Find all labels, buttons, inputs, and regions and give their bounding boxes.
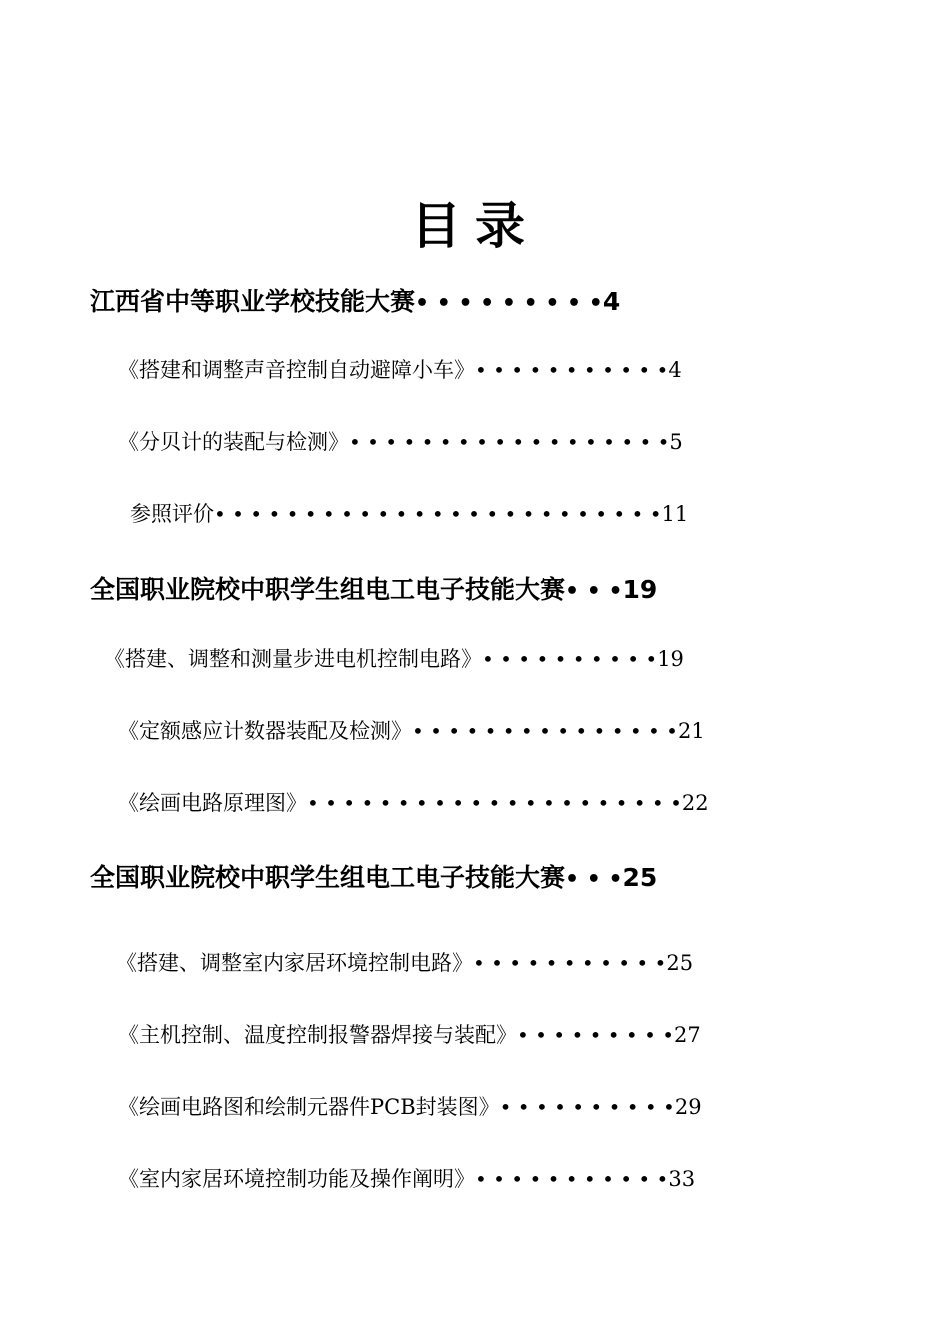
toc-item-7[interactable]	[116, 947, 693, 977]
toc-item-9[interactable]	[118, 1091, 702, 1121]
toc-page-number: 25	[622, 863, 658, 892]
toc-entry-text: 《室内家居环境控制功能及操作阐明》	[118, 1167, 475, 1191]
toc-entry-text: 参照评价	[130, 502, 214, 526]
toc-leader-dots: • • • • • • • • • • •	[475, 358, 669, 382]
toc-section-1[interactable]	[90, 282, 620, 318]
toc-page-number: 33	[668, 1167, 696, 1191]
toc-item-8[interactable]	[118, 1019, 701, 1049]
toc-leader-dots: • • • • • • • • •	[415, 291, 603, 316]
toc-entry-text: 《搭建和调整声音控制自动避障小车》	[118, 358, 475, 382]
toc-item-2[interactable]	[118, 426, 683, 456]
toc-leader-dots: • • • • • • • • • •	[499, 1095, 675, 1119]
toc-section-3[interactable]	[90, 858, 657, 894]
toc-page-number: 4	[602, 287, 621, 316]
toc-leader-dots: • • •	[565, 867, 623, 892]
toc-item-4[interactable]	[104, 643, 684, 673]
toc-leader-dots: • • •	[565, 579, 623, 604]
toc-leader-dots: • • • • • • • • • • • • • • • • • • • • • • • • •	[214, 502, 662, 526]
toc-entry-text: 《绘画电路图和绘制元器件PCB封装图》	[118, 1095, 500, 1119]
toc-page-number: 27	[674, 1023, 701, 1047]
toc-leader-dots: • • • • • • • • • • •	[473, 951, 667, 975]
toc-entry-text: 《分贝计的装配与检测》	[118, 430, 349, 454]
toc-item-3[interactable]	[130, 498, 688, 528]
toc-page-number: 22	[681, 791, 709, 815]
toc-section-2[interactable]	[90, 570, 657, 606]
toc-entry-text: 《搭建、调整室内家居环境控制电路》	[116, 951, 473, 975]
toc-page-number: 19	[622, 575, 658, 604]
toc-item-10[interactable]	[118, 1163, 695, 1193]
toc-entry-text: 《主机控制、温度控制报警器焊接与装配》	[118, 1023, 517, 1047]
toc-page-number: 25	[666, 951, 694, 975]
toc-entry-text: 全国职业院校中职学生组电工电子技能大赛	[90, 863, 566, 892]
toc-leader-dots: • • • • • • • • • • • • • • • • • • • • •	[307, 791, 682, 815]
toc-leader-dots: • • • • • • • • • •	[482, 647, 658, 671]
toc-entry-text: 《定额感应计数器装配及检测》	[118, 719, 412, 743]
toc-leader-dots: • • • • • • • • •	[517, 1023, 675, 1047]
toc-leader-dots: • • • • • • • • • • • • • • •	[412, 719, 678, 743]
toc-leader-dots: • • • • • • • • • • • • • • • • • •	[349, 430, 670, 454]
toc-page-number: 29	[674, 1095, 702, 1119]
toc-page-number: 5	[669, 430, 683, 454]
toc-item-6[interactable]	[118, 787, 709, 817]
toc-item-5[interactable]	[118, 715, 705, 745]
page-title: 目录	[411, 197, 539, 255]
toc-entry-text: 江西省中等职业学校技能大赛	[90, 287, 416, 316]
toc-page-number: 11	[661, 502, 689, 526]
toc-page-number: 21	[677, 719, 705, 743]
toc-leader-dots: • • • • • • • • • • •	[475, 1167, 669, 1191]
toc-page-number: 4	[668, 358, 682, 382]
toc-entry-text: 全国职业院校中职学生组电工电子技能大赛	[90, 575, 566, 604]
toc-page-number: 19	[657, 647, 684, 671]
toc-item-1[interactable]	[118, 354, 682, 384]
toc-entry-text: 《绘画电路原理图》	[118, 791, 307, 815]
toc-entry-text: 《搭建、调整和测量步进电机控制电路》	[104, 647, 482, 671]
